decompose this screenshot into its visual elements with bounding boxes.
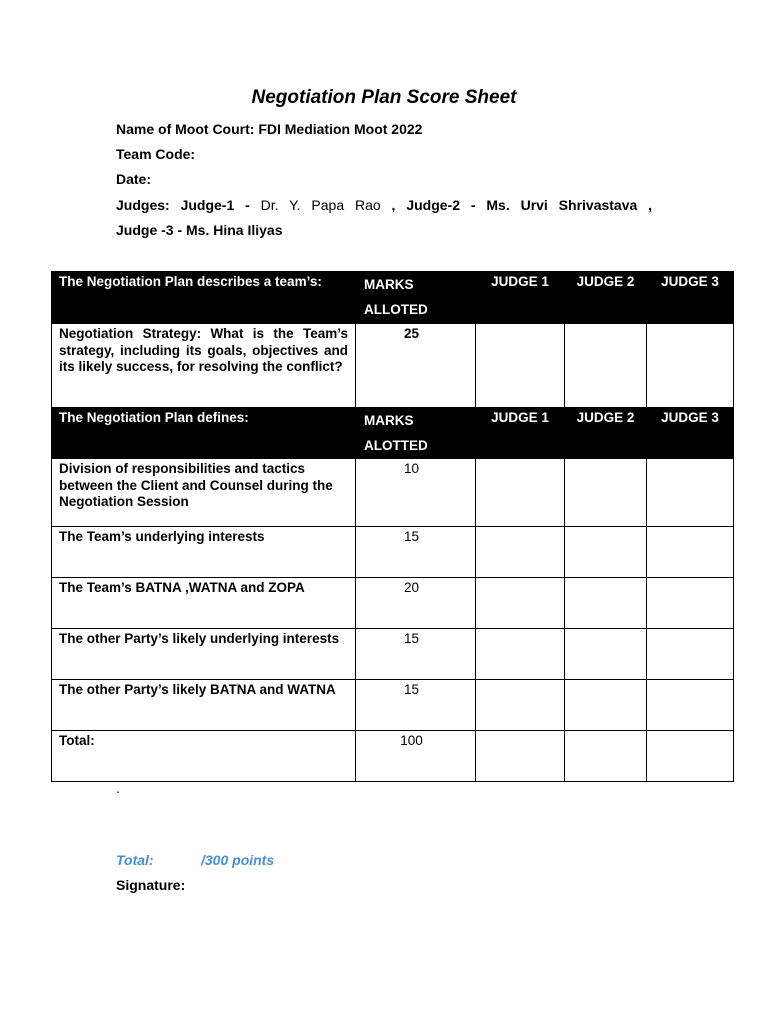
total-label-cell xyxy=(52,731,356,782)
section-heading: The Negotiation Plan describes a team’s: xyxy=(59,274,322,289)
judge-3-score-cell[interactable] xyxy=(647,459,734,527)
date-label: Date: xyxy=(116,171,152,187)
criterion-label: The Team’s BATNA ,WATNA and ZOPA xyxy=(59,580,305,595)
judge-1-score-cell[interactable] xyxy=(476,527,565,578)
team-code-label: Team Code: xyxy=(116,146,196,162)
judge-3-header: JUDGE 3 xyxy=(647,408,734,459)
judge-2-score-cell[interactable] xyxy=(565,680,647,731)
table-row xyxy=(52,578,734,629)
judge-2-score-cell[interactable] xyxy=(565,629,647,680)
marks-cell: 10 xyxy=(356,459,476,527)
section-header-row xyxy=(52,408,734,459)
marks-header: MARKS ALLOTED xyxy=(364,277,428,317)
judge-2-score-cell[interactable] xyxy=(565,324,647,408)
judge-1-score-cell[interactable] xyxy=(476,324,565,408)
judge-1-score-cell[interactable] xyxy=(476,459,565,527)
grand-total-label: Total: xyxy=(116,852,154,868)
criterion-label: Negotiation Strategy: What is the Team’s strategy, including its goals, objectives and its likely success, for resolving the conflict? xyxy=(59,326,348,374)
section-heading: The Negotiation Plan defines: xyxy=(59,410,249,425)
signature-label: Signature: xyxy=(116,877,186,893)
judge-1-score-cell[interactable] xyxy=(476,578,565,629)
table-row xyxy=(52,527,734,578)
judge-2-header: JUDGE 2 xyxy=(565,272,647,324)
table-row xyxy=(52,324,734,408)
marks-cell: 15 xyxy=(356,680,476,731)
judge-1-label: Judge-1 - xyxy=(180,197,250,213)
judge-3: Judge -3 - Ms. Hina Iliyas xyxy=(116,222,283,238)
criterion-cell xyxy=(52,324,356,408)
judge-1-score-cell[interactable] xyxy=(476,680,565,731)
judge-2: Judge-2 - Ms. Urvi Shrivastava xyxy=(406,197,638,213)
score-table xyxy=(51,271,734,782)
section-heading-cell xyxy=(52,408,356,459)
table-row xyxy=(52,459,734,527)
judge-3-score-cell[interactable] xyxy=(647,680,734,731)
marks-header: MARKS ALOTTED xyxy=(364,413,428,453)
judge-1-total-cell[interactable] xyxy=(476,731,565,782)
judge-2-total-cell[interactable] xyxy=(565,731,647,782)
page-title: Negotiation Plan Score Sheet xyxy=(251,87,517,108)
criterion-cell xyxy=(52,629,356,680)
total-row xyxy=(52,731,734,782)
marks-header-cell xyxy=(356,408,476,459)
criterion-label: The Team’s underlying interests xyxy=(59,529,265,544)
judge-2-score-cell[interactable] xyxy=(565,527,647,578)
judge-1-header: JUDGE 1 xyxy=(476,272,565,324)
criterion-label: The other Party’s likely underlying interests xyxy=(59,631,340,646)
criterion-cell xyxy=(52,578,356,629)
judge-3-total-cell[interactable] xyxy=(647,731,734,782)
criterion-cell xyxy=(52,680,356,731)
judge-3-score-cell[interactable] xyxy=(647,578,734,629)
separator: , xyxy=(391,197,396,213)
marks-cell: 20 xyxy=(356,578,476,629)
judge-1-score-cell[interactable] xyxy=(476,629,565,680)
judge-1-header: JUDGE 1 xyxy=(476,408,565,459)
total-label: Total: xyxy=(59,733,95,748)
total-marks-cell: 100 xyxy=(356,731,476,782)
judge-1-name: Dr. Y. Papa Rao xyxy=(260,197,381,213)
judges-label: Judges: xyxy=(116,197,170,213)
judge-3-score-cell[interactable] xyxy=(647,527,734,578)
moot-court-name: Name of Moot Court: FDI Mediation Moot 2022 xyxy=(116,121,423,137)
criterion-label: Division of responsibilities and tactics between the Client and Counsel during the Negotiation Session xyxy=(59,461,333,509)
section-heading-cell xyxy=(52,272,356,324)
marks-cell: 15 xyxy=(356,629,476,680)
judge-3-score-cell[interactable] xyxy=(647,324,734,408)
section-header-row xyxy=(52,272,734,324)
table-row xyxy=(52,680,734,731)
judges-line xyxy=(116,197,652,213)
judge-3-score-cell[interactable] xyxy=(647,629,734,680)
separator: , xyxy=(648,197,653,213)
judge-2-score-cell[interactable] xyxy=(565,578,647,629)
criterion-cell xyxy=(52,527,356,578)
stray-dot: . xyxy=(116,780,120,796)
marks-cell: 25 xyxy=(356,324,476,408)
marks-cell: 15 xyxy=(356,527,476,578)
table-row xyxy=(52,629,734,680)
judge-2-header: JUDGE 2 xyxy=(565,408,647,459)
criterion-cell xyxy=(52,459,356,527)
marks-header-cell xyxy=(356,272,476,324)
judge-3-header: JUDGE 3 xyxy=(647,272,734,324)
judge-2-score-cell[interactable] xyxy=(565,459,647,527)
grand-total-points: /300 points xyxy=(201,852,275,868)
criterion-label: The other Party’s likely BATNA and WATNA xyxy=(59,682,336,697)
grand-total-line xyxy=(116,852,275,868)
